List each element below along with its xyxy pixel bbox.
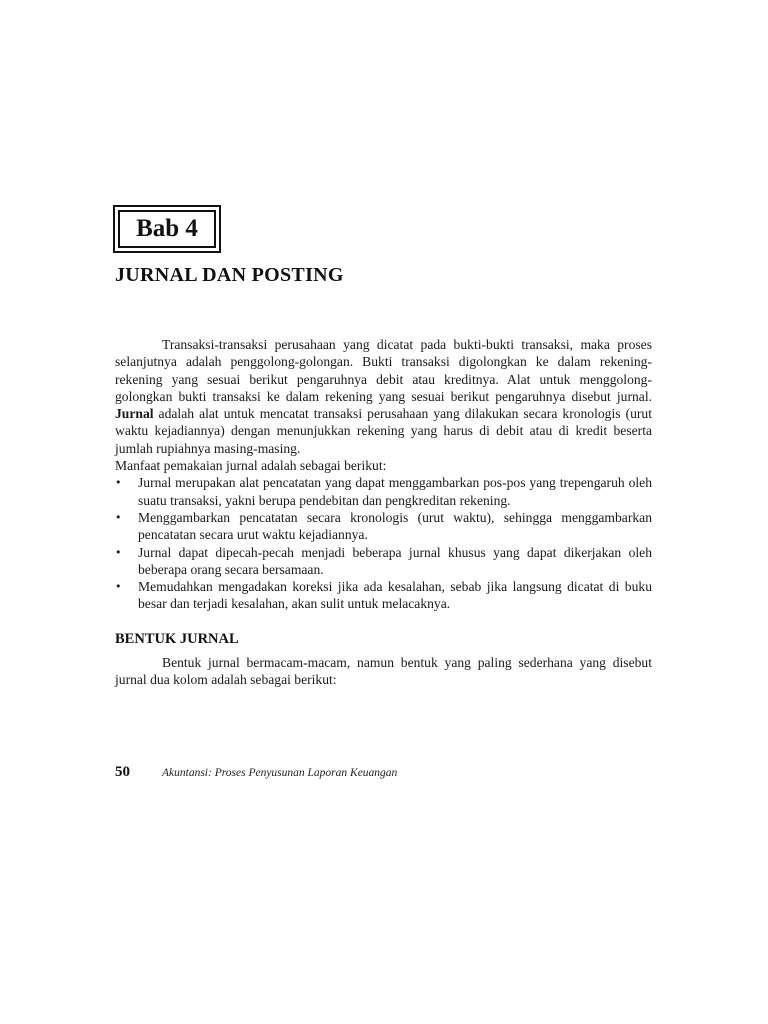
chapter-label-box [113, 205, 221, 253]
page-footer [115, 764, 397, 781]
chapter-title: JURNAL DAN POSTING [115, 264, 344, 286]
list-item [115, 474, 652, 509]
section-paragraph: Bentuk jurnal bermacam-macam, namun bentuk yang paling sederhana yang disebut jurnal dua kolom adalah sebagai berikut: [115, 655, 652, 688]
bullet-icon: • [115, 580, 122, 594]
benefits-list [115, 474, 652, 612]
list-item-text: Memudahkan mengadakan koreksi jika ada kesalahan, sebab jika langsung dicatat di buku besar dan terjadi kesalahan, akan sulit untuk melacaknya. [138, 579, 652, 612]
intro-text-after-bold: adalah alat untuk mencatat transaksi perusahaan yang dilakukan secara kronologis (urut waktu kejadiannya) dengan menunjukkan rekening yang harus di debit atau di kredit beserta jumlah rupiahnya masing-masing. [115, 406, 652, 456]
bullet-icon: • [115, 510, 122, 524]
bullet-icon: • [115, 476, 122, 490]
intro-text-before-bold: Transaksi-transaksi perusahaan yang dicatat pada bukti-bukti transaksi, maka proses selanjutnya adalah penggolong-golongan. Bukti transaksi digolongkan ke dalam rekening-rekening yang sesuai berikut pengaruhnya debit atau kreditnya. Alat untuk menggolong-golongkan bukti transaksi ke dalam rekening yang sesuai berikut pengaruhnya disebut jurnal. [115, 337, 652, 404]
list-item [115, 544, 652, 579]
bullet-icon: • [115, 545, 122, 559]
chapter-label: Bab 4 [118, 210, 216, 248]
section-heading: BENTUK JURNAL [115, 630, 239, 647]
list-item-text: Jurnal merupakan alat pencatatan yang dapat menggambarkan pos-pos yang trepengaruh oleh suatu transaksi, yakni berupa pendebitan dan pengkreditan rekening. [138, 475, 652, 508]
benefits-lead: Manfaat pemakaian jurnal adalah sebagai berikut: [115, 458, 387, 474]
list-item [115, 509, 652, 544]
page-number: 50 [115, 764, 130, 780]
running-footer-title: Akuntansi: Proses Penyusunan Laporan Keuangan [162, 767, 398, 779]
intro-paragraph [115, 336, 652, 457]
list-item-text: Menggambarkan pencatatan secara kronologis (urut waktu), sehingga menggambarkan pencatatan secara urut waktu kejadiannya. [138, 509, 652, 543]
list-item-text: Jurnal dapat dipecah-pecah menjadi beberapa jurnal khusus yang dapat dikerjakan oleh beberapa orang secara bersamaan. [138, 544, 652, 577]
body-content [115, 336, 652, 689]
bold-term-jurnal: Jurnal [115, 406, 154, 422]
list-item [115, 578, 652, 613]
